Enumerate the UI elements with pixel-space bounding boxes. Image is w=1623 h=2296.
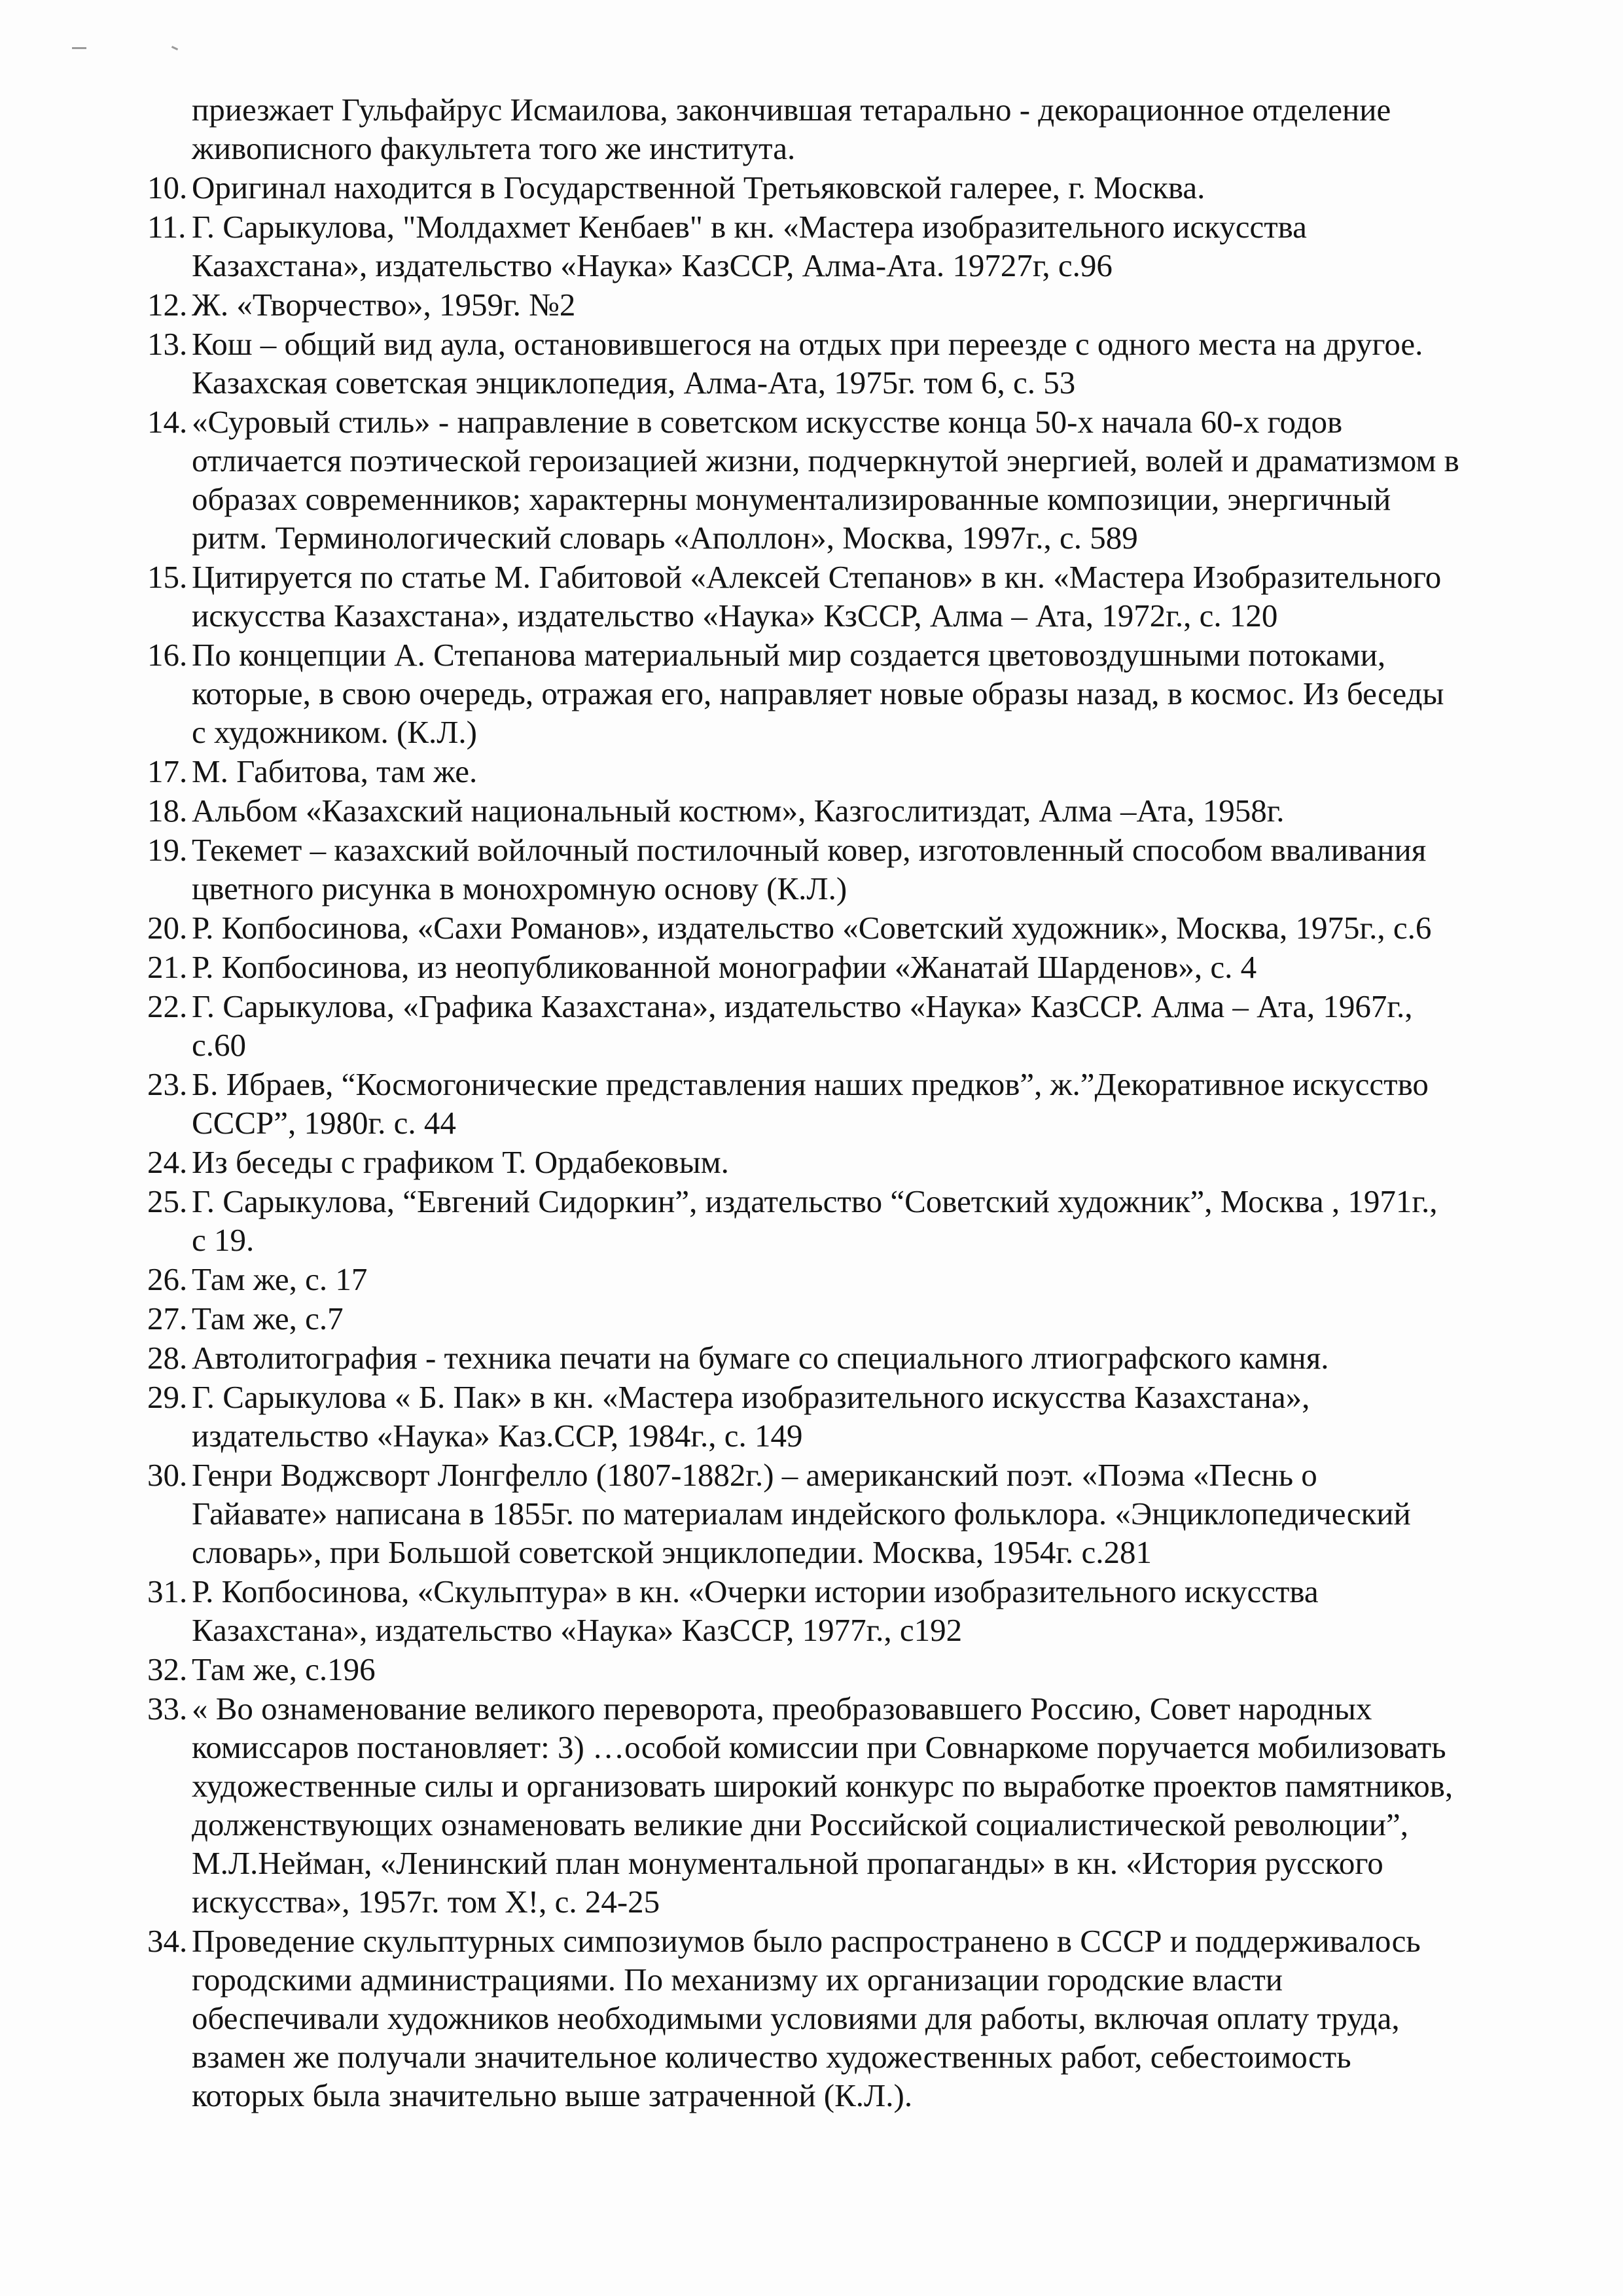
footnote-text: Р. Копбосинова, «Сахи Романов», издательство «Советский художник», Москва, 1975г., с.6 xyxy=(192,910,1432,946)
footnote-number: 26. xyxy=(147,1261,188,1297)
footnote-text: « Во ознаменование великого переворота, преобразовавшего Россию, Совет народных комиссаров постановляет: 3) …особой комиссии при Совнаркоме поручается мобилизовать художественные силы и организовать широкий конкурс по выработке проектов памятников, долженствующих ознаменовать великие дни Российской социалистической революции”, М.Л.Нейман, «Ленинский план монументальной пропаганды» в кн. «История русского искусства», 1957г. том Х!, с. 24-25 xyxy=(192,1691,1454,1920)
footnote-number: 21. xyxy=(147,949,188,985)
footnote-number: 22. xyxy=(147,988,188,1024)
footnote-number: 25. xyxy=(147,1183,188,1219)
footnote-item xyxy=(147,1260,1528,1299)
footnote-number: 28. xyxy=(147,1340,188,1376)
footnote-item xyxy=(147,636,1528,751)
footnote-item xyxy=(147,1572,1528,1649)
footnote-text: Г. Сарыкулова « Б. Пак» в кн. «Мастера изобразительного искусства Казахстана», издательство «Наука» Каз.ССР, 1984г., с. 149 xyxy=(192,1379,1310,1454)
footnote-item xyxy=(147,325,1528,402)
footnote-item xyxy=(147,1143,1528,1181)
notes-container xyxy=(147,168,1528,2115)
continued-note-text: приезжает Гульфайрус Исмаилова, закончившая тетарально - декорационное отделение живописного факультета того же института. xyxy=(192,92,1391,166)
footnote-item xyxy=(147,1689,1528,1921)
footnote-text: Р. Копбосинова, «Скульптура» в кн. «Очерки истории изобразительного искусства Казахстана», издательство «Наука» КазССР, 1977г., с192 xyxy=(192,1573,1319,1648)
scan-artifact-mark xyxy=(72,47,86,49)
footnote-item xyxy=(147,1338,1528,1377)
footnote-number: 23. xyxy=(147,1066,188,1102)
footnote-number: 18. xyxy=(147,793,188,829)
footnote-text: Генри Воджсворт Лонгфелло (1807-1882г.) – американский поэт. «Поэма «Песнь о Гайавате» написана в 1855г. по материалам индейского фольклора. «Энциклопедический словарь», при Большой советской энциклопедии. Москва, 1954г. с.281 xyxy=(192,1457,1411,1570)
footnote-text: По концепции А. Степанова материальный мир создается цветовоздушными потоками, которые, в свою очередь, отражая его, направляет новые образы назад, в космос. Из беседы с художником. (К.Л.) xyxy=(192,637,1444,750)
footnote-number: 27. xyxy=(147,1300,188,1336)
footnote-number: 13. xyxy=(147,326,188,362)
scan-artifact-mark xyxy=(171,46,178,50)
footnote-number: 33. xyxy=(147,1691,188,1727)
footnote-text: Г. Сарыкулова, “Евгений Сидоркин”, издательство “Советский художник”, Москва , 1971г., с 19. xyxy=(192,1183,1438,1258)
footnote-item xyxy=(147,207,1528,285)
footnote-item xyxy=(147,987,1528,1064)
footnote-number: 15. xyxy=(147,559,188,595)
footnote-number: 20. xyxy=(147,910,188,946)
footnote-text: Г. Сарыкулова, «Графика Казахстана», издательство «Наука» КазССР. Алма – Ата, 1967г., с.60 xyxy=(192,988,1413,1063)
footnote-text: Из беседы с графиком Т. Ордабековым. xyxy=(192,1144,729,1180)
footnote-item xyxy=(147,791,1528,830)
footnote-text: М. Габитова, там же. xyxy=(192,753,478,789)
footnote-number: 11. xyxy=(147,209,187,245)
footnote-text: «Суровый стиль» - направление в советском искусстве конца 50-х начала 60-х годов отличается поэтической героизацией жизни, подчеркнутой энергией, волей и драматизмом в образах современников; характерны монументализированные композиции, энергичный ритм. Терминологический словарь «Аполлон», Москва, 1997г., с. 589 xyxy=(192,404,1459,556)
footnote-text: Проведение скульптурных симпозиумов было распространено в СССР и поддерживалось городскими администрациями. По механизму их организации городские власти обеспечивали художников необходимыми условиями для работы, включая оплату труда, взамен же получали значительное количество художественных работ, себестоимость которых была значительно выше затраченной (К.Л.). xyxy=(192,1923,1421,2113)
footnote-text: Р. Копбосинова, из неопубликованной монографии «Жанатай Шарденов», с. 4 xyxy=(192,949,1257,985)
footnote-text: Ж. «Творчество», 1959г. №2 xyxy=(192,287,576,323)
footnote-item xyxy=(147,1922,1528,2115)
footnote-number: 14. xyxy=(147,404,188,440)
footnote-number: 30. xyxy=(147,1457,188,1493)
footnote-item xyxy=(147,1299,1528,1338)
footnote-number: 24. xyxy=(147,1144,188,1180)
footnote-item xyxy=(147,1456,1528,1571)
footnote-item xyxy=(147,168,1528,207)
footnote-text: Автолитография - техника печати на бумаге со специального лтиографского камня. xyxy=(192,1340,1329,1376)
footnote-item xyxy=(147,1650,1528,1689)
footnote-number: 34. xyxy=(147,1923,188,1959)
footnote-text: Альбом «Казахский национальный костюм», Казгослитиздат, Алма –Ата, 1958г. xyxy=(192,793,1285,829)
footnote-item xyxy=(147,285,1528,324)
footnote-text: Б. Ибраев, “Космогонические представления наших предков”, ж.”Декоративное искусство СССР”, 1980г. с. 44 xyxy=(192,1066,1429,1141)
footnote-item xyxy=(147,908,1528,947)
footnote-number: 12. xyxy=(147,287,188,323)
footnote-number: 16. xyxy=(147,637,188,673)
footnote-item xyxy=(147,1182,1528,1259)
footnote-item xyxy=(147,831,1528,908)
footnote-item xyxy=(147,1378,1528,1455)
footnote-text: Оригинал находится в Государственной Третьяковской галерее, г. Москва. xyxy=(192,170,1205,206)
footnote-item xyxy=(147,403,1528,557)
footnote-text: Г. Сарыкулова, "Молдахмет Кенбаев" в кн. «Мастера изобразительного искусства Казахстана», издательство «Наука» КазССР, Алма-Ата. 19727г, с.96 xyxy=(192,209,1307,283)
footnote-text: Цитируется по статье М. Габитовой «Алексей Степанов» в кн. «Мастера Изобразительного искусства Казахстана», издательство «Наука» КзССР, Алма – Ата, 1972г., с. 120 xyxy=(192,559,1442,634)
footnote-number: 32. xyxy=(147,1651,188,1687)
footnote-item xyxy=(147,948,1528,986)
footnote-item xyxy=(147,558,1528,635)
footnote-text: Там же, с.7 xyxy=(192,1300,344,1336)
footnote-text: Там же, с.196 xyxy=(192,1651,376,1687)
footnote-item xyxy=(147,752,1528,791)
footnotes-list xyxy=(147,90,1528,2115)
footnote-text: Текемет – казахский войлочный постилочный ковер, изготовленный способом вваливания цветного рисунка в монохромную основу (К.Л.) xyxy=(192,832,1427,906)
footnote-number: 17. xyxy=(147,753,188,789)
footnote-text: Кош – общий вид аула, остановившегося на отдых при переезде с одного места на другое. Казахская советская энциклопедия, Алма-Ата, 1975г. том 6, с. 53 xyxy=(192,326,1423,401)
footnote-text: Там же, с. 17 xyxy=(192,1261,368,1297)
footnote-number: 10. xyxy=(147,170,188,206)
footnote-number: 31. xyxy=(147,1573,188,1609)
footnote-number: 29. xyxy=(147,1379,188,1415)
footnote-item xyxy=(147,1065,1528,1142)
footnote-number: 19. xyxy=(147,832,188,868)
